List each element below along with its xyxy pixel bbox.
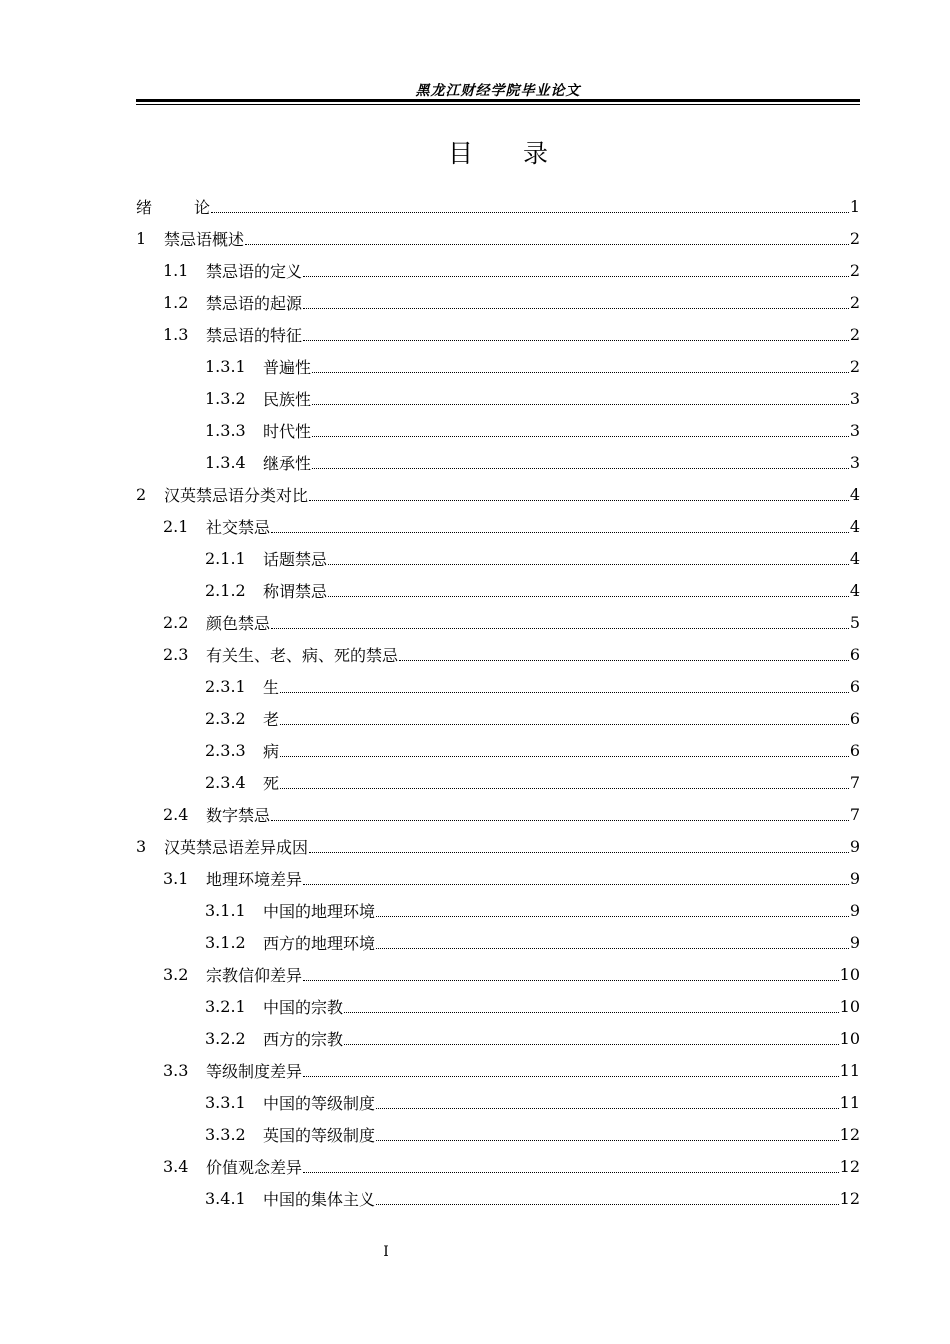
toc-entry[interactable]: [136, 510, 860, 542]
toc-entry-label: 社交禁忌: [206, 517, 271, 537]
toc-entry[interactable]: [136, 1150, 860, 1182]
toc-entry-number: 3.1: [163, 868, 189, 888]
toc-entry[interactable]: [136, 734, 860, 766]
toc-entry-page: 2: [849, 356, 860, 376]
toc-entry[interactable]: [136, 1118, 860, 1150]
toc-entry-number: 2.3.4: [205, 772, 246, 792]
dot-leader: [280, 787, 849, 789]
toc-entry-label: 中国的宗教: [263, 997, 344, 1017]
toc-entry-label: 颜色禁忌: [206, 613, 271, 633]
toc-entry-label: 中国的集体主义: [263, 1189, 376, 1209]
toc-entry-page: 6: [849, 740, 860, 760]
dot-leader: [280, 723, 849, 725]
toc-entry-number: 2.1: [163, 516, 189, 536]
toc-entry-page: 4: [849, 548, 860, 568]
toc-entry-label: 论: [194, 197, 211, 217]
toc-entry-page: 7: [849, 804, 860, 824]
dot-leader: [271, 819, 849, 821]
toc-entry-number: 3.3: [163, 1060, 189, 1080]
toc-entry-label: 禁忌语的特征: [206, 325, 303, 345]
toc-entry-number: 1: [136, 228, 147, 248]
toc-entry-page: 4: [849, 516, 860, 536]
header-rule-thick: [136, 99, 860, 102]
toc-entry[interactable]: [136, 894, 860, 926]
footer-page-number: I: [383, 1244, 389, 1260]
toc-entry-number: 2.4: [163, 804, 189, 824]
toc-entry-page: 10: [839, 964, 860, 984]
toc-entry-page: 10: [839, 1028, 860, 1048]
dot-leader: [376, 1203, 839, 1205]
dot-leader: [303, 1075, 839, 1077]
toc-entry[interactable]: [136, 286, 860, 318]
toc-entry[interactable]: [136, 222, 860, 254]
toc-entry-number: 3.3.2: [205, 1124, 246, 1144]
toc-entry-page: 2: [849, 324, 860, 344]
toc-entry[interactable]: [136, 638, 860, 670]
running-header: 黑龙江财经学院毕业论文: [415, 83, 581, 99]
toc-entry-number: 1.3.2: [205, 388, 246, 408]
dot-leader: [303, 883, 849, 885]
dot-leader: [245, 243, 849, 245]
toc-entry-label: 继承性: [263, 453, 312, 473]
toc-entry-page: 4: [849, 484, 860, 504]
toc-entry[interactable]: [136, 990, 860, 1022]
toc-entry[interactable]: [136, 1182, 860, 1214]
dot-leader: [271, 627, 849, 629]
toc-entry[interactable]: [136, 254, 860, 286]
header-rule-thin: [136, 104, 860, 105]
toc-entry-page: 3: [849, 388, 860, 408]
toc-entry-page: 3: [849, 452, 860, 472]
toc-entry-page: 9: [849, 836, 860, 856]
toc-entry-page: 11: [839, 1060, 860, 1080]
dot-leader: [312, 435, 849, 437]
toc-entry-label: 话题禁忌: [263, 549, 328, 569]
toc-entry[interactable]: [136, 606, 860, 638]
toc-entry-label: 民族性: [263, 389, 312, 409]
dot-leader: [376, 1107, 839, 1109]
toc-entry-page: 9: [849, 932, 860, 952]
dot-leader: [280, 691, 849, 693]
toc-entry-number: 1.2: [163, 292, 189, 312]
toc-entry-page: 4: [849, 580, 860, 600]
toc-entry-number: 1.3.3: [205, 420, 246, 440]
toc-entry-page: 11: [839, 1092, 860, 1112]
toc-entry-label: 病: [263, 741, 280, 761]
toc-entry-page: 5: [849, 612, 860, 632]
toc-entry-number: 3.1.2: [205, 932, 246, 952]
toc-entry-label: 中国的等级制度: [263, 1093, 376, 1113]
dot-leader: [312, 371, 849, 373]
dot-leader: [376, 915, 849, 917]
dot-leader: [280, 755, 849, 757]
toc-entry-number: 1.3.4: [205, 452, 246, 472]
toc-entry-page: 9: [849, 868, 860, 888]
toc-entry-label: 死: [263, 773, 280, 793]
dot-leader: [376, 1139, 839, 1141]
dot-leader: [309, 499, 849, 501]
toc-entry-label: 地理环境差异: [206, 869, 303, 889]
toc-entry[interactable]: [136, 318, 860, 350]
toc-entry-page: 3: [849, 420, 860, 440]
toc-entry-number: 2: [136, 484, 147, 504]
toc-entry[interactable]: [136, 542, 860, 574]
toc-entry-label: 汉英禁忌语差异成因: [164, 837, 309, 857]
toc-entry-label: 称谓禁忌: [263, 581, 328, 601]
toc-entry-number: 3.4: [163, 1156, 189, 1176]
toc-heading-left: 目: [447, 139, 473, 168]
toc-entry-label: 西方的宗教: [263, 1029, 344, 1049]
toc-entry-number: 1.1: [163, 260, 189, 280]
toc-entry[interactable]: [136, 926, 860, 958]
dot-leader: [303, 275, 849, 277]
dot-leader: [303, 979, 839, 981]
toc-entry-page: 10: [839, 996, 860, 1016]
toc-heading: [136, 134, 860, 170]
toc-entry-page: 1: [849, 196, 860, 216]
toc-entry-number: 3.2: [163, 964, 189, 984]
toc-entry-label: 中国的地理环境: [263, 901, 376, 921]
toc-entry-label: 宗教信仰差异: [206, 965, 303, 985]
toc-entry-label: 时代性: [263, 421, 312, 441]
toc-entry-number: 2.3.1: [205, 676, 246, 696]
toc-entry-page: 6: [849, 708, 860, 728]
toc-heading-right: 录: [523, 139, 549, 168]
toc-entry-number: 2.1.2: [205, 580, 246, 600]
dot-leader: [312, 467, 849, 469]
toc-entry-number: 2.1.1: [205, 548, 246, 568]
toc-entry-label: 禁忌语的起源: [206, 293, 303, 313]
dot-leader: [328, 595, 849, 597]
dot-leader: [344, 1043, 839, 1045]
toc-entry-label: 数字禁忌: [206, 805, 271, 825]
toc-entry[interactable]: [136, 798, 860, 830]
dot-leader: [211, 211, 849, 213]
dot-leader: [328, 563, 849, 565]
toc-entry[interactable]: [136, 862, 860, 894]
toc-entry-number: 2.2: [163, 612, 189, 632]
toc-entry-label: 西方的地理环境: [263, 933, 376, 953]
table-of-contents: [136, 190, 860, 1214]
toc-entry-page: 2: [849, 228, 860, 248]
toc-entry-number: 1.3: [163, 324, 189, 344]
toc-entry-label: 英国的等级制度: [263, 1125, 376, 1145]
toc-entry[interactable]: [136, 702, 860, 734]
toc-entry[interactable]: [136, 414, 860, 446]
toc-entry-number: 2.3.2: [205, 708, 246, 728]
toc-entry-label: 生: [263, 677, 280, 697]
toc-entry-page: 6: [849, 676, 860, 696]
dot-leader: [309, 851, 849, 853]
toc-entry[interactable]: [136, 446, 860, 478]
toc-entry-page: 9: [849, 900, 860, 920]
toc-entry-page: 2: [849, 292, 860, 312]
toc-entry-label: 价值观念差异: [206, 1157, 303, 1177]
toc-entry[interactable]: [136, 478, 860, 510]
toc-entry-label: 等级制度差异: [206, 1061, 303, 1081]
dot-leader: [271, 531, 849, 533]
toc-entry-number: 2.3: [163, 644, 189, 664]
toc-entry-page: 7: [849, 772, 860, 792]
toc-entry-number: 3.1.1: [205, 900, 246, 920]
toc-entry-page: 2: [849, 260, 860, 280]
dot-leader: [303, 1171, 839, 1173]
toc-entry-number: 3.2.1: [205, 996, 246, 1016]
toc-entry[interactable]: [136, 1054, 860, 1086]
dot-leader: [399, 659, 849, 661]
dot-leader: [312, 403, 849, 405]
dot-leader: [303, 339, 849, 341]
toc-entry-number: 3.2.2: [205, 1028, 246, 1048]
toc-entry-label: 普遍性: [263, 357, 312, 377]
toc-entry-page: 12: [839, 1188, 860, 1208]
dot-leader: [376, 947, 849, 949]
dot-leader: [344, 1011, 839, 1013]
toc-entry-label: 禁忌语概述: [164, 229, 245, 249]
toc-entry[interactable]: [136, 830, 860, 862]
toc-entry[interactable]: [136, 1022, 860, 1054]
toc-entry-page: 12: [839, 1156, 860, 1176]
toc-entry[interactable]: [136, 574, 860, 606]
toc-entry-page: 6: [849, 644, 860, 664]
toc-entry[interactable]: [136, 958, 860, 990]
toc-entry[interactable]: [136, 766, 860, 798]
dot-leader: [303, 307, 849, 309]
toc-entry-page: 12: [839, 1124, 860, 1144]
toc-entry-number: 3: [136, 836, 147, 856]
toc-entry-number: 3.3.1: [205, 1092, 246, 1112]
toc-entry[interactable]: [136, 190, 860, 222]
toc-entry-label: 有关生、老、病、死的禁忌: [206, 645, 399, 665]
toc-entry[interactable]: [136, 350, 860, 382]
toc-entry-label: 禁忌语的定义: [206, 261, 303, 281]
toc-entry-label: 老: [263, 709, 280, 729]
toc-entry[interactable]: [136, 670, 860, 702]
toc-entry[interactable]: [136, 382, 860, 414]
toc-entry-number: 3.4.1: [205, 1188, 246, 1208]
toc-entry-number: 绪: [136, 197, 153, 217]
toc-entry-label: 汉英禁忌语分类对比: [164, 485, 309, 505]
toc-entry-number: 2.3.3: [205, 740, 246, 760]
toc-entry-number: 1.3.1: [205, 356, 246, 376]
toc-entry[interactable]: [136, 1086, 860, 1118]
